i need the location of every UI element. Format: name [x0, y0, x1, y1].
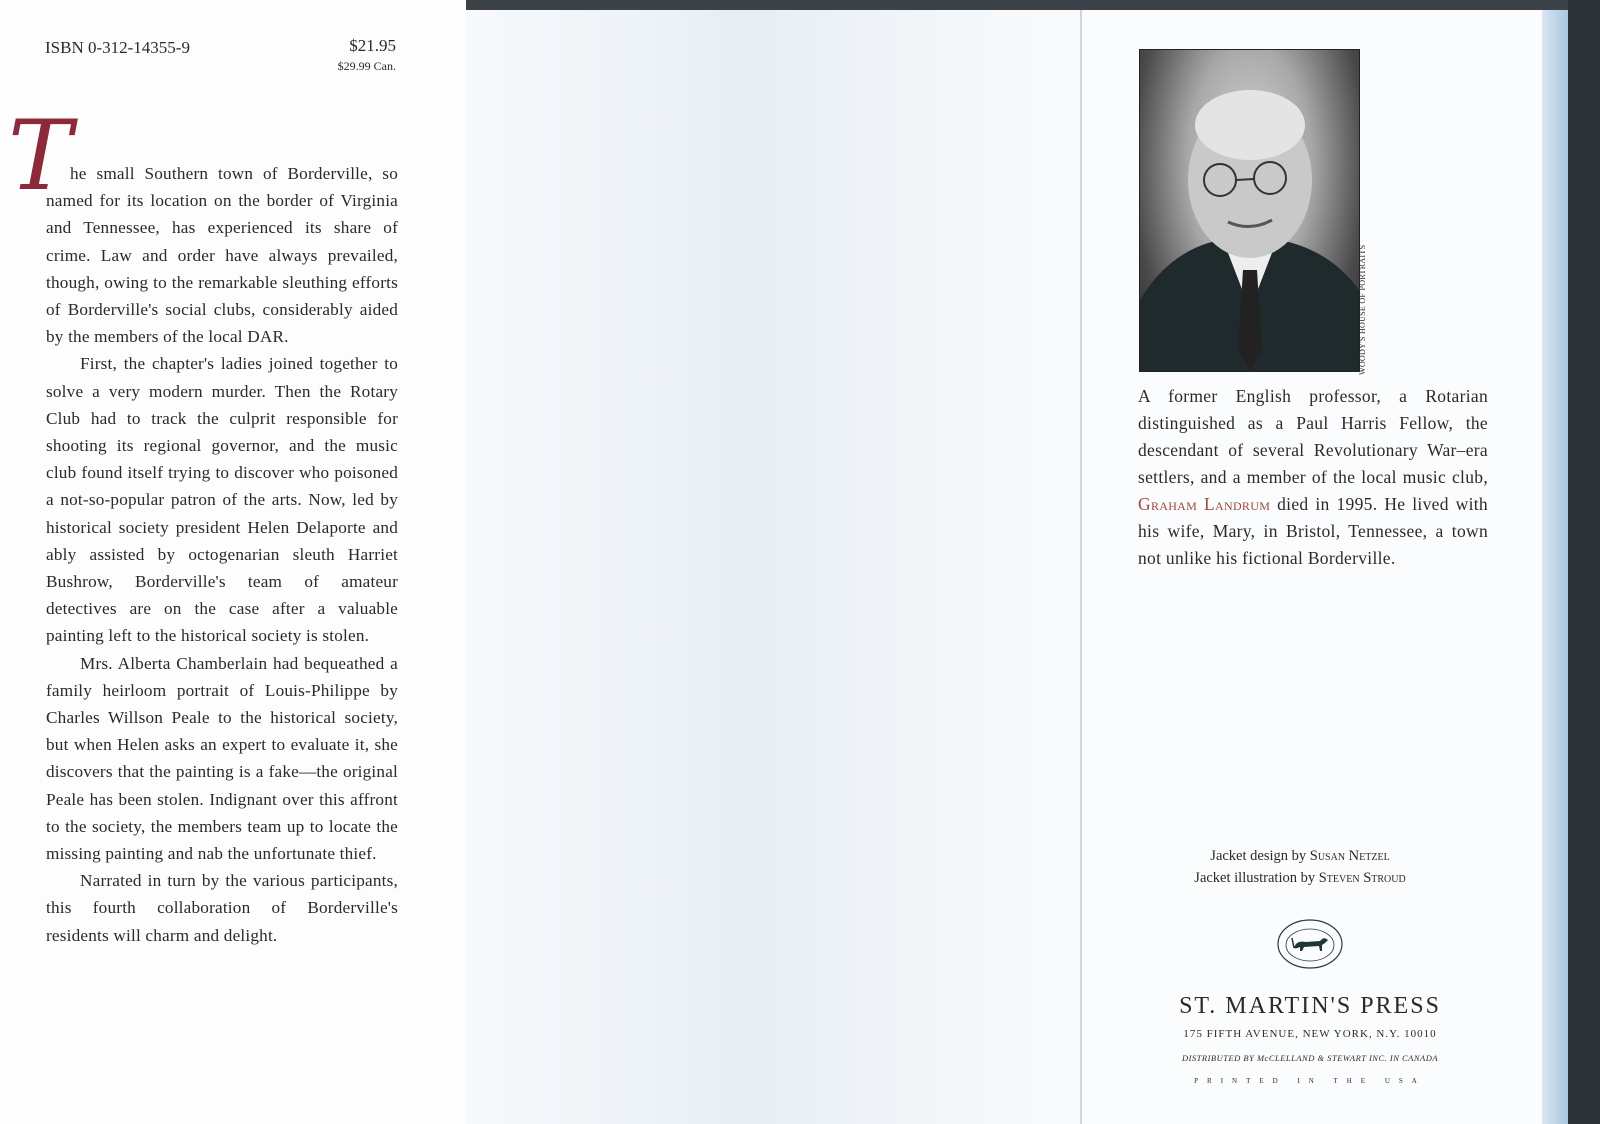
author-bio: [1138, 383, 1488, 572]
publisher-name: ST. MARTIN'S PRESS: [1179, 993, 1441, 1019]
thomas-dunne-logo-icon: [1276, 918, 1344, 970]
price-can: $29.99 Can.: [337, 59, 396, 73]
author-photo: [1139, 49, 1360, 372]
price: [300, 36, 396, 74]
illustrator: Steven Stroud: [1318, 870, 1406, 886]
publisher-address: 175 FIFTH AVENUE, NEW YORK, N.Y. 10010: [1183, 1028, 1437, 1040]
price-us: $21.95: [349, 36, 396, 55]
designer: Susan Netzel: [1309, 848, 1390, 864]
scan-edge: [466, 0, 1600, 10]
photo-credit: WOODY'S HOUSE OF PORTRAITS: [1358, 244, 1367, 375]
isbn: ISBN 0-312-14355-9: [45, 38, 190, 57]
design-label: Jacket design by: [1210, 848, 1310, 864]
synopsis-paragraph: he small Southern town of Borderville, so named for its location on the border of Virginia and Tennessee, has experienced its share of crime. Law and order have always prevailed, though, owing to the remarkable sleuthing efforts of Borderville's social clubs, considerably aided by the members of the local DAR.: [46, 164, 398, 347]
bio-text: A former English professor, a Rotarian distinguished as a Paul Harris Fellow, the descendant of several Revolutionary War–era settlers, and a member of the local music club,: [1138, 386, 1488, 487]
bio-text: died in 1995. He lived with his wife, Mary, in Bristol, Tennessee, a town not unlike his fictional Borderville.: [1138, 494, 1488, 568]
synopsis: [46, 160, 398, 949]
distributor-note: DISTRIBUTED BY McCLELLAND & STEWART INC. IN CANADA: [1181, 1053, 1439, 1063]
author-name: Graham Landrum: [1138, 494, 1271, 514]
printed-in: PRINTED IN THE USA: [1194, 1077, 1426, 1085]
synopsis-paragraph: First, the chapter's ladies joined together to solve a very modern murder. Then the Rotary Club had to track the culprit responsible for shooting its regional governor, and the music club found itself trying to discover who poisoned a not-so-popular patron of the arts. Now, led by historical society president Helen Delaporte and ably assisted by octogenarian sleuth Harriet Bushrow, Borderville's team of amateur detectives are on the case after a valuable painting left to the historical society is stolen.: [46, 354, 398, 646]
synopsis-paragraph: Narrated in turn by the various participants, this fourth collaboration of Borderville's residents will charm and delight.: [46, 871, 398, 945]
jacket-spine-area: [466, 0, 1082, 1124]
drop-cap: T: [8, 100, 73, 212]
scan-border: [1568, 0, 1600, 1124]
illustration-label: Jacket illustration by: [1194, 870, 1319, 886]
jacket-credits: [1130, 845, 1470, 889]
synopsis-paragraph: Mrs. Alberta Chamberlain had bequeathed a family heirloom portrait of Louis-Philippe by Charles Willson Peale to the historical society, but when Helen asks an expert to evaluate it, she discovers that the painting is a fake—the original Peale has been stolen. Indignant over this affront to the society, the members team up to locate the missing painting and nab the unfortunate thief.: [46, 653, 398, 864]
cover-edge: [1542, 10, 1568, 1124]
